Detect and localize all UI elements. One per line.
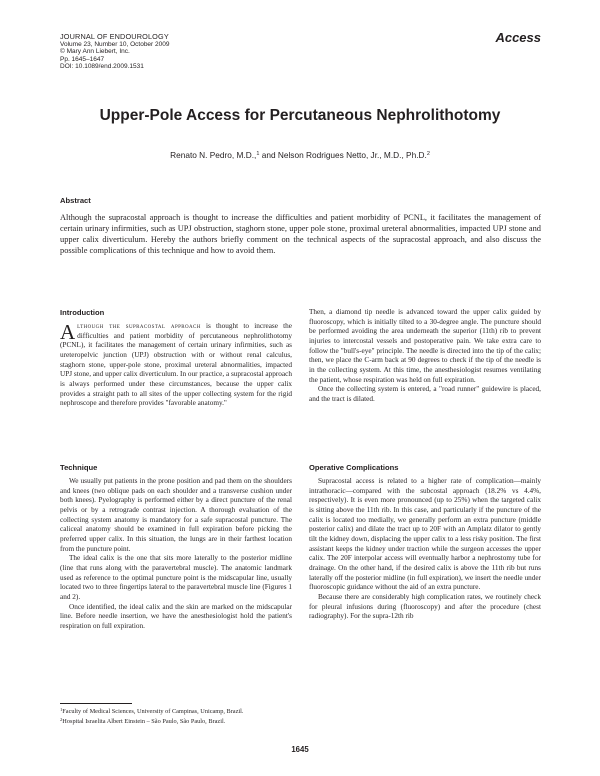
- article-title: Upper-Pole Access for Percutaneous Nephrolithotomy: [99, 107, 501, 124]
- technique-paragraph-1: We usually put patients in the prone position and pad them on the shoulders and knees (two oblique pads on each shoulder and a transverse cushion under both knees). Pyelography is performed either by a direct puncture of the renal pelvis or by a retrograde contrast injection. A thorough evaluation of the collecting system anatomy is mandatory for a safe supracostal puncture. The caliceal anatomy should be examined in full expiration before picking the preferred upper calix. In this situation, the lungs are in their farthest location from the puncture point.: [60, 477, 292, 553]
- footnote-2-marker: 2: [60, 717, 63, 723]
- introduction-paragraph: [60, 322, 292, 409]
- drop-cap: A: [60, 320, 76, 344]
- complications-paragraph-2: Because there are considerably high complication rates, we routinely check for pleural infusions during (fluoroscopy) and after the procedure (chest radiography). For the supra-12th rib: [309, 592, 541, 621]
- technique-paragraph-4: Then, a diamond tip needle is advanced toward the upper calix guided by fluoroscopy, which is initially tilted to a 30-degree angle. The puncture should be performed avoiding the area underneath the superior (11th) rib to prevent injuries to intercostal vessels and postoperative pain. We take extra care to follow the "bull's-eye" principle. The needle is directed into the tip of the calix; then, we place the C-arm back at 90 degrees to check if the tip of the needle is in the collecting system. At this time, the anesthesiologist resumes ventilating the patient, whose respiration was held on full expiration.: [309, 308, 541, 384]
- page-number: 1645: [291, 745, 309, 754]
- section-label: Access: [495, 30, 541, 45]
- right-column-continuation: [309, 308, 541, 405]
- technique-paragraph-2: The ideal calix is the one that sits more laterally to the posterior midline (line that runs along with the paravertebral muscle). The anatomic landmark used as reference to the optimal puncture point is the midscapular line, usually located two to three fingertips lateral to the paravertebral muscle line (Figures 1 and 2).: [60, 554, 292, 601]
- author-1: Renato N. Pedro, M.D.,: [170, 150, 257, 160]
- technique-heading: Technique: [60, 463, 98, 472]
- footnote-1-marker: 1: [60, 707, 63, 712]
- doi: DOI: 10.1089/end.2009.1531: [60, 63, 144, 71]
- copyright: © Mary Ann Liebert, Inc.: [60, 48, 130, 56]
- journal-name: JOURNAL OF ENDOUROLOGY: [60, 32, 169, 41]
- introduction-body: [60, 322, 292, 409]
- complications-body: [309, 477, 541, 622]
- journal-volume: Volume 23, Number 10, October 2009: [60, 40, 170, 48]
- author-2: and Nelson Rodrigues Netto, Jr., M.D., Ph.D.: [259, 150, 427, 160]
- footnotes: [60, 706, 243, 726]
- technique-paragraph-3: Once identified, the ideal calix and the skin are marked on the midscapular line. Before needle insertion, we have the anesthesiologist hold the patient's respiration on full expiration.: [60, 602, 292, 630]
- author-2-affiliation: 2: [426, 151, 430, 157]
- author-1-affiliation: 1: [256, 151, 260, 157]
- technique-body: [60, 477, 292, 632]
- intro-smallcaps: lthough the supracostal approach: [77, 322, 201, 330]
- page-range: Pp. 1645–1647: [60, 55, 105, 63]
- technique-paragraph-5: Once the collecting system is entered, a "road runner" guidewire is placed, and the tract is dilated.: [309, 385, 541, 403]
- footnote-2-text: Hospital Israelita Albert Einstein – São Paulo, São Paulo, Brazil.: [62, 718, 226, 726]
- journal-info: [60, 33, 169, 71]
- abstract-heading: Abstract: [60, 196, 91, 205]
- complications-paragraph-1: Supracostal access is related to a higher rate of complication—mainly intrathoracic—compared with the subcostal approach (18.2% vs 4.4%, respectively). It is even more pronounced (up to 25%) when the targeted calix is sitting above the 11th rib. In this case, and particularly if the puncture of the calix is located too medially, we generally perform an extra puncture (middle posterior calix) and dilate the tract up to 20F with an Amplatz dilator to gently tilt the kidney down, displacing the upper calix to a less risky position. The first assistant keeps the kidney under traction while the surgeon accesses the upper calix. The 20F interpolar access will eventually harbor a nephrostomy tube for drainage. On the other hand, if the desired calix is above the 11th rib but runs laterally off the posterior midline (in full expiration), we insert the needle under fluoroscopic guidance without the aid of an extra puncture.: [309, 477, 541, 592]
- abstract-text: Although the supracostal approach is thought to increase the difficulties and patient morbidity of PCNL, it facilitates the management of certain urinary infirmities, such as UPJ obstruction, staghorn stone, upper pole stone, proximal ureteral abnormalities, impacted UPJ stone and upper calix diverticulum. Hereby the authors briefly comment on the technical aspects of the supracostal approach, and also discuss the possible complications of this technique and how to avoid them.: [60, 213, 541, 255]
- introduction-heading: Introduction: [60, 308, 105, 317]
- complications-heading: Operative Complications: [309, 463, 399, 472]
- footnote-1-text: Faculty of Medical Sciences, University of Campinas, Unicamp, Brazil.: [62, 708, 244, 715]
- intro-text: is thought to increase the difficulties and patient morbidity of percutaneous nephrolithotomy (PCNL), it facilitates the management of certain urinary infirmities, such as ureteropelvic junction (UPJ) obstruction with or without renal calculus, staghorn stone, upper-pole stone, proximal ureteral abnormalities, impacted UPJ stone, and upper calix diverticulum. In our practice, a supracostal approach is always performed under these circumstances, because the upper calix provides a straight path to all sites of the upper collecting system for the rigid nephroscope and therefore provides "favorable anatomy.": [60, 322, 293, 408]
- footnote-2: [60, 716, 243, 726]
- footnote-1: [60, 706, 243, 716]
- author-line: [0, 150, 600, 160]
- footnote-divider: [60, 703, 132, 704]
